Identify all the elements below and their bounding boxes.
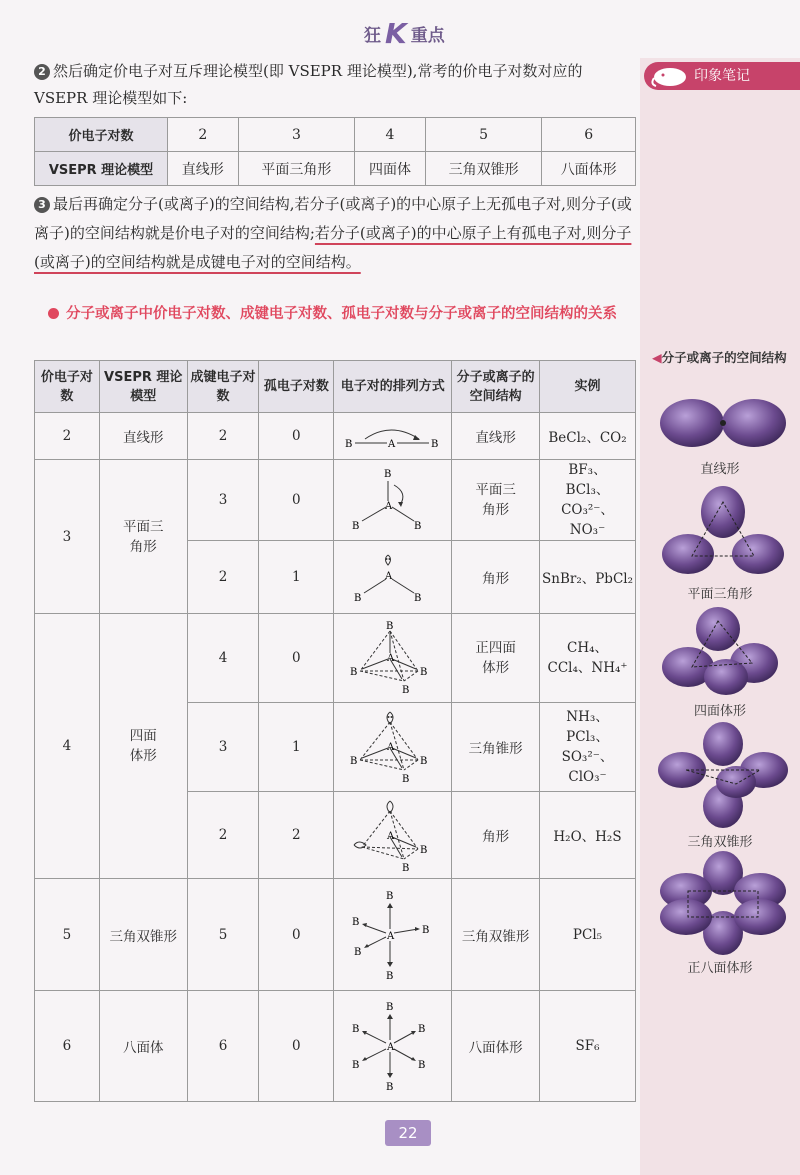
cell-example [540, 614, 636, 703]
vsepr-model: 直线形 [168, 152, 239, 186]
cell-shape: 角形 [452, 541, 540, 614]
atom-b: B [419, 667, 428, 678]
tetrahedral-diagram [348, 619, 438, 697]
cell-model [99, 460, 187, 614]
atom-b: B [351, 916, 360, 928]
cell-shape [452, 614, 540, 703]
atom-a: A [387, 439, 395, 450]
atom-b: B [351, 1060, 360, 1071]
model-text: 平面三角形 [122, 518, 164, 555]
page-number: 22 [385, 1120, 431, 1146]
cell-arrangement [334, 460, 452, 541]
paragraph-2 [34, 58, 636, 112]
atom-a: A [386, 1042, 394, 1053]
paragraph-2-text: 然后确定价电子对互斥理论模型(即 VSEPR 理论模型),常考的价电子对数对应的 VSEPR 理论模型如下: [34, 62, 583, 107]
cell-shape: 八面体形 [452, 991, 540, 1102]
table-row [35, 991, 636, 1102]
sidebar-header [644, 62, 800, 90]
cell-example: SnBr₂、PbCl₂ [540, 541, 636, 614]
atom-b: B [413, 521, 422, 532]
cell-example: BeCl₂、CO₂ [540, 413, 636, 460]
cell-lp: 0 [259, 614, 334, 703]
cell-vp: 6 [35, 991, 100, 1102]
linear-arrangement-diagram [343, 419, 443, 453]
triangle-icon: ◀ [652, 350, 662, 365]
atom-b: B [401, 774, 410, 785]
atom-a: A [384, 571, 392, 582]
orbital-label: 正八面体形 [687, 961, 753, 976]
octahedral-orbital-image [656, 851, 790, 955]
cell-shape: 角形 [452, 792, 540, 879]
atom-a: A [386, 742, 394, 753]
paragraph-3-text: 最后再确定分子(或离子)的空间结构,若分子(或离子)的中心原子上无孤电子对,则分子(或离子)的空间结构就是价电子对的空间结构; [34, 195, 632, 242]
elephant-icon [648, 64, 692, 88]
trigonal-orbital-image [656, 484, 790, 580]
cell-bp: 6 [187, 991, 259, 1102]
table-row [35, 413, 636, 460]
vsepr-row-models [35, 152, 636, 186]
atom-b: B [344, 439, 353, 450]
cell-arrangement [334, 792, 452, 879]
cell-lp: 0 [259, 991, 334, 1102]
cell-arrangement [334, 879, 452, 991]
atom-b: B [401, 685, 410, 696]
cell-example: H₂O、H₂S [540, 792, 636, 879]
col-header: VSEPR 理论模型 [99, 361, 187, 413]
cell-bp: 4 [187, 614, 259, 703]
sidebar-title: 印象笔记 [694, 68, 750, 84]
atom-a: A [384, 501, 392, 512]
table-row [35, 614, 636, 703]
cell-arrangement [334, 541, 452, 614]
vsepr-count: 6 [542, 118, 636, 152]
paragraph-3-underlined: 若分子(或离子)的中心原子上有孤电子对,则分子(或离子)的空间结构就是成键电子对的空间结构。 [34, 224, 632, 271]
vsepr-model: 四面体 [355, 152, 426, 186]
col-header: 孤电子对数 [259, 361, 334, 413]
main-content [34, 58, 636, 112]
col-header: 分子或离子的空间结构 [452, 361, 540, 413]
cell-lp: 1 [259, 541, 334, 614]
section-title-text: 分子或离子中价电子对数、成键电子对数、孤电子对数与分子或离子的空间结构的关系 [66, 306, 617, 322]
atom-a: A [386, 653, 394, 664]
sidebar-caption [652, 347, 798, 368]
orbital-label: 平面三角形 [687, 587, 753, 602]
cell-bp: 3 [187, 703, 259, 792]
example-text: BF₃、BCl₃、CO₃²⁻、NO₃⁻ [561, 462, 614, 538]
atom-b: B [385, 1002, 394, 1013]
vsepr-model: 八面体形 [542, 152, 636, 186]
cell-shape: 三角双锥形 [452, 879, 540, 991]
atom-a: A [386, 930, 394, 942]
atom-b: B [351, 521, 360, 532]
example-text: CH₄、CCl₄、NH₄⁺ [547, 640, 628, 676]
cell-vp: 5 [35, 879, 100, 991]
col-header: 价电子对数 [35, 361, 100, 413]
model-text: 四面体形 [129, 728, 157, 764]
trigonal-pyramidal-diagram [348, 708, 438, 786]
atom-b: B [385, 970, 394, 981]
tetrahedral-orbital-image [656, 605, 790, 697]
step-marker-3: 3 [34, 197, 50, 213]
header-logo [364, 18, 445, 48]
cell-model: 直线形 [99, 413, 187, 460]
atom-b: B [353, 946, 362, 958]
cell-shape: 直线形 [452, 413, 540, 460]
step-marker-2: 2 [34, 64, 50, 80]
linear-orbital-image [656, 393, 790, 453]
octahedral-diagram [348, 1000, 438, 1092]
cell-lp: 0 [259, 879, 334, 991]
logo-left: 狂 [364, 25, 381, 46]
logo-right: 重点 [410, 25, 445, 46]
orbital-label: 直线形 [700, 462, 740, 477]
atom-b: B [417, 1024, 426, 1035]
vsepr-model: 三角双锥形 [425, 152, 542, 186]
atom-b: B [385, 1082, 394, 1092]
trigonal-bipyramidal-orbital-image [656, 722, 790, 828]
col-header: 实例 [540, 361, 636, 413]
vsepr-count: 3 [238, 118, 355, 152]
cell-arrangement [334, 991, 452, 1102]
atom-b: B [419, 756, 428, 767]
cell-example [540, 703, 636, 792]
atom-b: B [417, 1060, 426, 1071]
cell-vp: 4 [35, 614, 100, 879]
logo-k: K [385, 16, 407, 50]
cell-bp: 2 [187, 541, 259, 614]
vsepr-model: 平面三角形 [238, 152, 355, 186]
atom-a: A [386, 831, 394, 842]
col-header: 电子对的排列方式 [334, 361, 452, 413]
table-header-row [35, 361, 636, 413]
cell-model: 八面体 [99, 991, 187, 1102]
vsepr-table [34, 117, 636, 186]
cell-example: SF₆ [540, 991, 636, 1102]
atom-b: B [351, 1024, 360, 1035]
paragraph-3 [34, 190, 636, 277]
bent-two-lone-pairs-diagram [348, 797, 438, 873]
sidebar-caption-text: 分子或离子的空间结构 [661, 350, 787, 365]
bent-one-lone-pair-diagram [348, 549, 438, 605]
cell-shape [452, 460, 540, 541]
trigonal-planar-diagram [348, 465, 438, 535]
col-header: 成键电子对数 [187, 361, 259, 413]
orbital-label: 三角双锥形 [687, 835, 753, 850]
cell-bp: 5 [187, 879, 259, 991]
trigonal-bipyramidal-diagram [348, 889, 438, 981]
cell-arrangement [334, 413, 452, 460]
vsepr-count: 4 [355, 118, 426, 152]
cell-lp: 0 [259, 460, 334, 541]
atom-b: B [383, 469, 392, 480]
shape-text: 平面三角形 [475, 482, 516, 518]
atom-b: B [413, 593, 422, 604]
cell-shape: 三角锥形 [452, 703, 540, 792]
table-row [35, 879, 636, 991]
section-title [66, 301, 636, 328]
cell-bp: 2 [187, 413, 259, 460]
cell-vp: 2 [35, 413, 100, 460]
atom-b: B [349, 667, 358, 678]
vsepr-count: 2 [168, 118, 239, 152]
vsepr-row-counts [35, 118, 636, 152]
cell-model: 三角双锥形 [99, 879, 187, 991]
atom-b: B [385, 621, 394, 632]
bullet-icon [48, 308, 59, 319]
atom-b: B [353, 593, 362, 604]
shape-text: 正四面体形 [475, 640, 516, 676]
cell-lp: 2 [259, 792, 334, 879]
cell-vp: 3 [35, 460, 100, 614]
atom-b: B [385, 890, 394, 902]
cell-example: PCl₅ [540, 879, 636, 991]
cell-bp: 2 [187, 792, 259, 879]
vsepr-count: 5 [425, 118, 542, 152]
atom-b: B [349, 756, 358, 767]
cell-lp: 1 [259, 703, 334, 792]
cell-bp: 3 [187, 460, 259, 541]
atom-b: B [421, 924, 430, 936]
vsepr-header-model: VSEPR 理论模型 [35, 152, 168, 186]
cell-arrangement [334, 614, 452, 703]
orbital-label: 四面体形 [693, 704, 746, 719]
atom-b: B [401, 863, 410, 873]
example-text: NH₃、PCl₃、SO₃²⁻、ClO₃⁻ [561, 709, 614, 785]
cell-model [99, 614, 187, 879]
cell-arrangement [334, 703, 452, 792]
atom-b: B [419, 845, 428, 856]
cell-example [540, 460, 636, 541]
vsepr-header-count: 价电子对数 [35, 118, 168, 152]
structure-table [34, 360, 636, 1102]
atom-b: B [430, 439, 439, 450]
cell-lp: 0 [259, 413, 334, 460]
table-row [35, 460, 636, 541]
